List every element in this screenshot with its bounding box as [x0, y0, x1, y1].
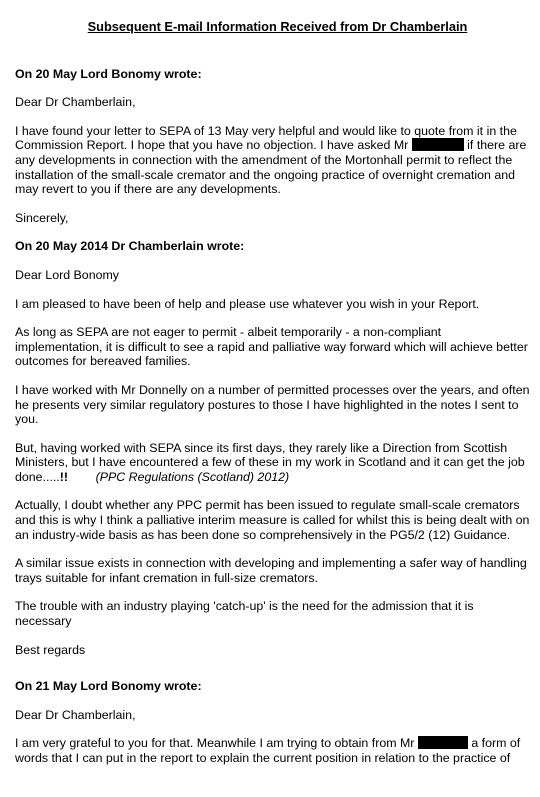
- email-2-paragraph: As long as SEPA are not eager to permit - albeit temporarily - a non-compliant implementation, it is difficult to see a rapid and palliative way forward which will achieve better outcomes for bereaved families.: [15, 325, 528, 369]
- email-2-heading: On 20 May 2014 Dr Chamberlain wrote:: [15, 239, 245, 254]
- email-1-salutation: Dear Dr Chamberlain,: [15, 95, 136, 110]
- redaction-block: [418, 736, 468, 749]
- document-title: Subsequent E-mail Information Received from Dr Chamberlain: [87, 19, 468, 34]
- directions-emphasis: !!: [59, 469, 69, 484]
- email-1-heading: On 20 May Lord Bonomy wrote:: [15, 66, 202, 81]
- email-3-body-text-before: I am very grateful to you for that. Meanwhile I am trying to obtain from Mr: [15, 736, 415, 751]
- email-2-paragraph: Actually, I doubt whether any PPC permit has been issued to regulate small-scale cremators and this is why I think a palliative interim measure is called for whilst this is being dealt with on an industry-wide basis as has been done so comprehensively in the PG5/2 (12) Guidance.: [15, 498, 530, 542]
- email-3-body-text-after: a form of words that I can put in the report to explain the current position in relation to the practice of: [15, 736, 521, 765]
- directions-citation: (PPC Regulations (Scotland) 2012): [95, 469, 290, 484]
- email-2: [15, 239, 530, 657]
- email-2-salutation: Dear Lord Bonomy: [15, 267, 119, 282]
- document-page: [15, 20, 530, 780]
- email-1-body-text-before: I have found your letter to SEPA of 13 May very helpful and would like to quote from it in the Commission Report. I hope that you have no objection. I have asked Mr: [15, 123, 517, 153]
- email-3: [15, 679, 530, 765]
- email-1-body-text-after: if there are any developments in connection with the amendment of the Mortonhall permit to reflect the installation of the small-scale cremator and the ongoing practice of overnight cremation and may revert to you if there are any developments.: [15, 138, 527, 197]
- email-2-directions-paragraph: [15, 441, 530, 485]
- email-1: [15, 67, 530, 226]
- email-1-signoff: Sincerely,: [15, 210, 69, 225]
- email-2-paragraph: A similar issue exists in connection with developing and implementing a safer way of handling trays suitable for infant cremation in full-size cremators.: [15, 556, 527, 585]
- email-3-body: [15, 736, 530, 765]
- directions-text: But, having worked with SEPA since its first days, they rarely like a Direction from Scottish Ministers, but I have encountered a few of these in my work in Scotland and it can get the job done.....: [15, 440, 525, 484]
- email-2-paragraph: The trouble with an industry playing 'catch-up' is the need for the admission that it is necessary: [15, 599, 474, 629]
- email-3-salutation: Dear Dr Chamberlain,: [15, 707, 136, 722]
- email-2-signoff: Best regards: [15, 642, 86, 657]
- email-2-paragraph: I am pleased to have been of help and please use whatever you wish in your Report.: [15, 296, 480, 311]
- email-2-paragraph: I have worked with Mr Donnelly on a number of permitted processes over the years, and often he presents very similar regulatory postures to those I have highlighted in the notes I sent to you.: [15, 382, 530, 427]
- redaction-block: [412, 138, 464, 151]
- email-1-body: [15, 124, 530, 197]
- email-3-heading: On 21 May Lord Bonomy wrote:: [15, 679, 202, 694]
